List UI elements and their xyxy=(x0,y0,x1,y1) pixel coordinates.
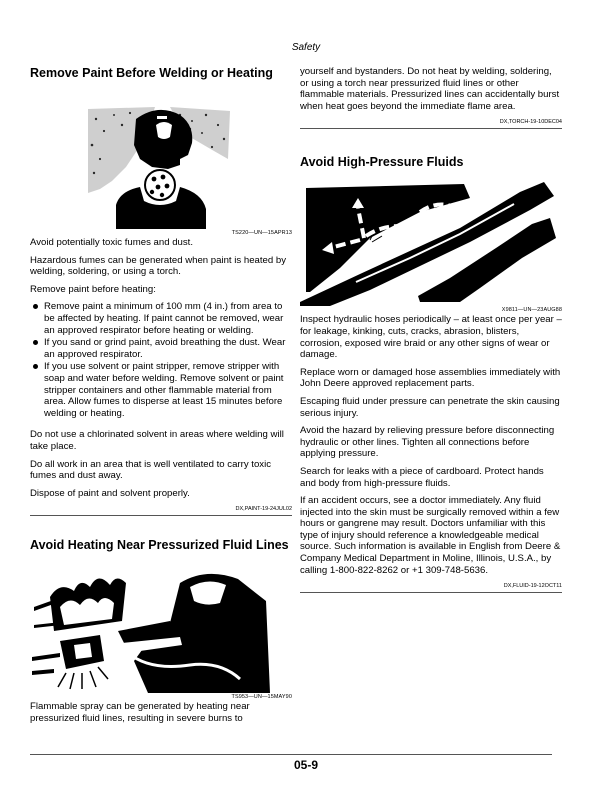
list-item: If you use solvent or paint stripper, remove stripper with soap and water before welding. Remove solvent or paint stripper containers and other flammable material from area. Allow fumes to disperse at least 15 minutes before welding or heating. xyxy=(44,361,292,419)
paragraph: Replace worn or damaged hose assemblies immediately with John Deere approved replacement parts. xyxy=(300,366,561,390)
document-id: DX,PAINT-19-24JUL02 xyxy=(30,505,292,516)
list-item: Remove paint a minimum of 100 mm (4 in.) from area to be affected by heating. If paint cannot be removed, wear an approved respirator before heating or welding. xyxy=(44,301,292,336)
section-remove-paint xyxy=(30,66,292,516)
bullet-list xyxy=(30,301,292,419)
paragraph: Avoid the hazard by relieving pressure before disconnecting hydraulic or other lines. Tighten all connections before applying pressure. xyxy=(300,425,555,460)
section-avoid-heating-continued xyxy=(300,66,562,129)
paragraph: Escaping fluid under pressure can penetrate the skin causing serious injury. xyxy=(300,395,560,419)
paragraph: Avoid potentially toxic fumes and dust. xyxy=(30,237,194,248)
right-column xyxy=(300,66,562,593)
section-avoid-heating xyxy=(30,538,292,724)
footer-rule xyxy=(30,754,552,755)
document-id: DX,TORCH-19-10DEC04 xyxy=(300,118,562,129)
paragraph: Dispose of paint and solvent properly. xyxy=(30,487,190,499)
list-item: If you sand or grind paint, avoid breathing the dust. Wear an approved respirator. xyxy=(44,337,292,360)
section-high-pressure-fluids xyxy=(300,155,562,593)
figure-id: X9811—UN—23AUG88 xyxy=(501,307,562,314)
high-pressure-fluid-illustration xyxy=(300,178,562,306)
page-number: 05-9 xyxy=(293,758,319,772)
paragraph: Flammable spray can be generated by heating near pressurized fluid lines, resulting in severe burns to xyxy=(30,701,250,724)
document-id: DX,FLUID-19-12OCT11 xyxy=(300,582,562,593)
toxic-fumes-illustration xyxy=(30,89,292,229)
paragraph: Search for leaks with a piece of cardboard. Protect hands and body from high-pressure fluids. xyxy=(300,465,544,489)
section-heading-high-pressure-fluids: Avoid High-Pressure Fluids xyxy=(300,155,464,170)
paragraph: If an accident occurs, see a doctor immediately. Any fluid injected into the skin must be surgically removed within a few hours or gangrene may result. Doctors unfamiliar with this type of injury should reference a knowledgeable medical source. Such information is available in English from Deere & Company Medical Department in Moline, Illinois, U.S.A., by calling 1-800-822-8262 or +1 309-748-5636. xyxy=(300,495,561,576)
torch-welding-illustration xyxy=(30,561,292,693)
section-heading-remove-paint: Remove Paint Before Welding or Heating xyxy=(30,66,273,80)
figure-id: TS220—UN—15APR13 xyxy=(231,230,292,236)
figure-id: TS953—UN—15MAY90 xyxy=(231,694,292,701)
running-head: Safety xyxy=(291,42,321,53)
paragraph: Do all work in an area that is well ventilated to carry toxic fumes and dust away. xyxy=(30,458,272,482)
section-heading-avoid-heating: Avoid Heating Near Pressurized Fluid Lines xyxy=(30,538,289,553)
paragraph: Do not use a chlorinated solvent in areas where welding will take place. xyxy=(30,429,284,452)
left-column xyxy=(30,66,292,730)
paragraph: yourself and bystanders. Do not heat by welding, soldering, or using a torch near pressurized fluid lines or other flammable materials. Pressurized lines can accidentally burst when heat goes beyond the immediate flame area. xyxy=(300,66,560,112)
paragraph: Hazardous fumes can be generated when paint is heated by welding, soldering, or using a torch. xyxy=(30,254,287,278)
paragraph: Remove paint before heating: xyxy=(30,283,156,295)
paragraph: Inspect hydraulic hoses periodically – at least once per year – for leakage, kinking, cuts, cracks, abrasion, blisters, corrosion, exposed wire braid or any other signs of wear or damage. xyxy=(300,314,562,361)
